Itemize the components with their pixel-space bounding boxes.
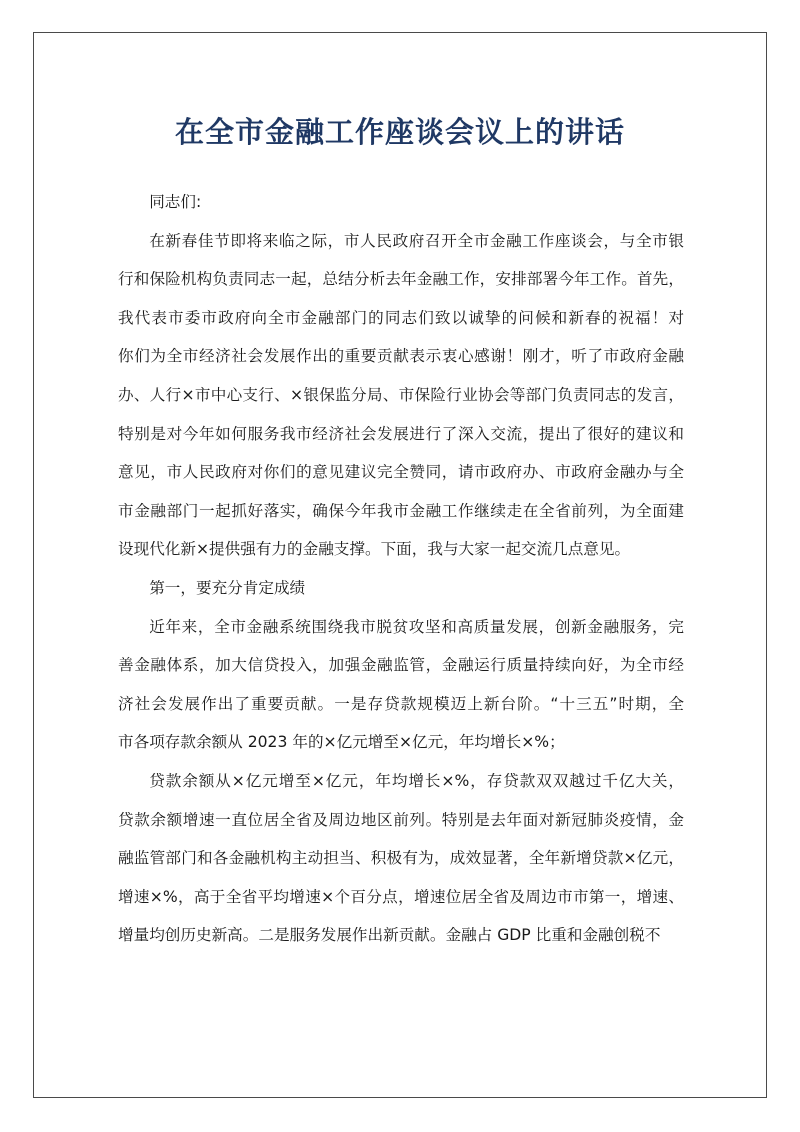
text-line: 善金融体系，加大信贷投入，加强金融监管，金融运行质量持续向好，为全市经 [118,656,684,675]
text-line: 意见，市人民政府对你们的意见建议完全赞同，请市政府办、市政府金融办与全 [118,463,684,482]
text-line: 办、人行×市中心支行、×银保监分局、市保险行业协会等部门负责同志的发言， [118,385,684,404]
text-line: 第一，要充分肯定成绩 [149,578,306,597]
document-body [118,183,684,955]
text-line: 市金融部门一起抓好落实，确保今年我市金融工作继续走在全省前列，为全面建 [118,501,684,520]
text-line: 特别是对今年如何服务我市经济社会发展进行了深入交流，提出了很好的建议和 [118,424,684,443]
text-line: 增量均创历史新高。二是服务发展作出新贡献。金融占 GDP 比重和金融创税不 [118,926,661,945]
text-line: 增速×%，高于全省平均增速×个百分点，增速位居全省及周边市市第一，增速、 [118,887,684,906]
text-line: 我代表市委市政府向全市金融部门的同志们致以诚挚的问候和新春的祝福！对 [118,308,684,327]
text-line: 贷款余额从×亿元增至×亿元，年均增长×%，存贷款双双越过千亿大关， [149,771,684,790]
text-line: 在新春佳节即将来临之际，市人民政府召开全市金融工作座谈会，与全市银 [149,231,684,250]
text-line: 融监管部门和各金融机构主动担当、积极有为，成效显著，全年新增贷款×亿元， [118,849,684,868]
text-line: 行和保险机构负责同志一起，总结分析去年金融工作，安排部署今年工作。首先， [118,270,684,289]
text-line: 设现代化新×提供强有力的金融支撑。下面，我与大家一起交流几点意见。 [118,540,631,559]
paragraph [118,183,684,222]
text-line: 济社会发展作出了重要贡献。一是存贷款规模迈上新台阶。“十三五”时期，全 [118,694,684,713]
paragraph [118,608,684,762]
text-line: 近年来，全市金融系统围绕我市脱贫攻坚和高质量发展，创新金融服务，完 [149,617,684,636]
text-line: 同志们: [149,193,202,211]
paragraph [118,569,684,608]
text-line: 市各项存款余额从 2023 年的×亿元增至×亿元，年均增长×%； [118,733,565,752]
document-title: 在全市金融工作座谈会议上的讲话 [174,115,625,149]
text-line: 你们为全市经济社会发展作出的重要贡献表示衷心感谢！刚才，听了市政府金融 [118,347,684,366]
paragraph [118,222,684,569]
text-line: 贷款余额增速一直位居全省及周边地区前列。特别是去年面对新冠肺炎疫情，金 [118,810,684,829]
paragraph [118,762,684,955]
